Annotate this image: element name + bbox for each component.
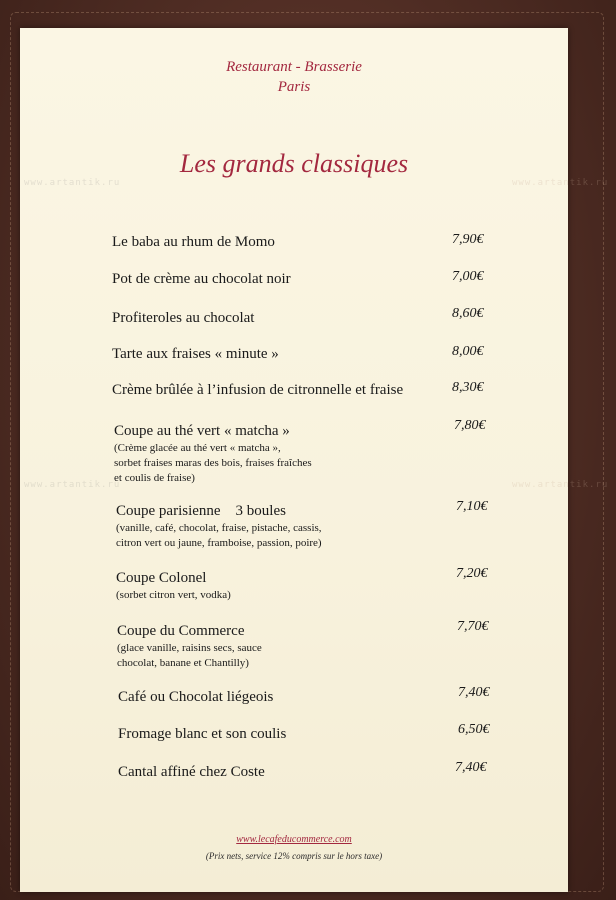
menu-item-price: 8,00€	[452, 344, 484, 359]
menu-item	[112, 309, 254, 327]
menu-item-price: 8,30€	[452, 380, 484, 395]
menu-item-name: Le baba au rhum de Momo	[112, 234, 275, 250]
restaurant-name: Restaurant - Brasserie	[226, 59, 362, 75]
menu-item-price: 7,70€	[457, 619, 489, 634]
menu-item	[118, 763, 265, 781]
menu-item-name: Fromage blanc et son coulis	[118, 726, 287, 742]
menu-item-description: (Crème glacée au thé vert « matcha »,	[114, 442, 281, 454]
price-note: (Prix nets, service 12% compris sur le hors taxe)	[205, 851, 383, 861]
menu-item-description: (glace vanille, raisins secs, sauce	[117, 642, 262, 654]
menu-item-description: sorbet fraises maras des bois, fraises fraîches	[114, 457, 312, 469]
menu-item-name: Coupe du Commerce	[117, 623, 245, 639]
menu-item-price: 7,40€	[458, 685, 490, 700]
menu-item-description: citron vert ou jaune, framboise, passion, poire)	[116, 537, 322, 549]
menu-item	[118, 725, 286, 743]
menu-item	[116, 569, 231, 602]
menu-item-price: 8,60€	[452, 306, 484, 321]
menu-item-description: (sorbet citron vert, vodka)	[116, 589, 231, 601]
menu-item-name: Tarte aux fraises « minute »	[112, 346, 279, 362]
menu-item	[112, 270, 291, 288]
menu-item-name: Coupe Colonel	[116, 570, 207, 586]
watermark: www.artantik.ru	[24, 480, 121, 490]
menu-item	[118, 688, 273, 706]
menu-section-title: Les grands classiques	[179, 149, 409, 178]
watermark: www.artantik.ru	[512, 178, 609, 188]
menu-item	[112, 233, 275, 251]
website-link[interactable]: www.lecafeducommerce.com	[236, 834, 352, 845]
menu-item-description: (vanille, café, chocolat, fraise, pistache, cassis,	[116, 522, 322, 534]
menu-item-name: Pot de crème au chocolat noir	[112, 271, 291, 287]
restaurant-city: Paris	[277, 79, 311, 95]
menu-item	[114, 422, 312, 485]
menu-item-price: 7,10€	[456, 499, 488, 514]
menu-item	[117, 622, 262, 670]
menu-item-description: chocolat, banane et Chantilly)	[117, 657, 249, 669]
menu-item-price: 7,20€	[456, 566, 488, 581]
watermark: www.artantik.ru	[512, 480, 609, 490]
menu-page	[20, 28, 568, 892]
menu-item-price: 7,40€	[455, 760, 487, 775]
menu-item-price: 7,00€	[452, 269, 484, 284]
menu-item-name: Coupe parisienne 3 boules	[116, 503, 286, 519]
menu-item-price: 7,80€	[454, 418, 486, 433]
menu-item-price: 7,90€	[452, 232, 484, 247]
menu-item-price: 6,50€	[458, 722, 490, 737]
menu-item-name: Profiteroles au chocolat	[112, 310, 255, 326]
menu-item	[116, 502, 322, 550]
menu-item-name: Coupe au thé vert « matcha »	[114, 423, 290, 439]
menu-item-description: et coulis de fraise)	[114, 472, 195, 484]
menu-item-name: Café ou Chocolat liégeois	[118, 689, 274, 705]
menu-item	[112, 345, 279, 363]
menu-item-name: Crème brûlée à l’infusion de citronnelle et fraise	[112, 382, 404, 398]
watermark: www.artantik.ru	[24, 178, 121, 188]
menu-item	[112, 381, 403, 399]
menu-item-name: Cantal affiné chez Coste	[118, 764, 265, 780]
